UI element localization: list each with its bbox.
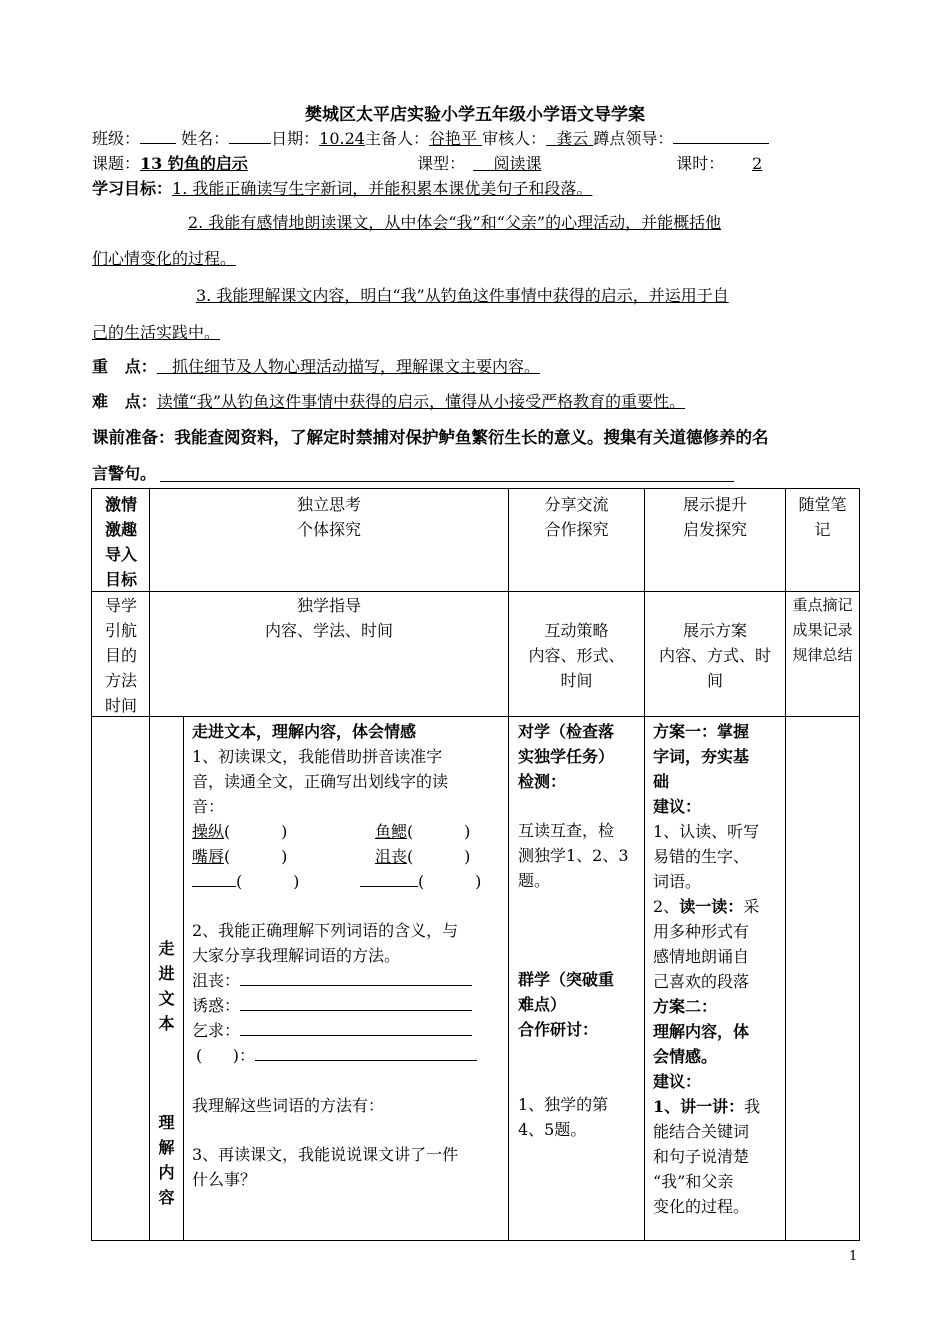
name-blank[interactable] xyxy=(229,127,271,144)
word-1: 操纵( ) xyxy=(192,822,288,841)
word-5[interactable]: ( ) xyxy=(192,869,299,894)
plan-1-b: 字词，夯实基 xyxy=(653,747,750,766)
leader-label: 蹲点领导： xyxy=(593,129,674,148)
lesson-line xyxy=(92,151,790,174)
group-task-b: 4、5题。 xyxy=(518,1120,587,1139)
header-col-4: 展示提升 启发探究 xyxy=(682,495,747,539)
plan-1-c: 础 xyxy=(653,772,670,791)
q2-line-a: 2、我能正确理解下列词语的含义，与 xyxy=(192,921,459,940)
method-line: 我理解这些词语的方法有： xyxy=(192,1096,385,1115)
guide-col-4: 展示方案 内容、方式、时 间 xyxy=(658,621,771,690)
type-value: 阅读课 xyxy=(493,154,542,173)
hours-label: 课时： xyxy=(676,154,725,173)
def-4[interactable]: ( )： xyxy=(196,1043,477,1068)
suggest-3: 建议： xyxy=(653,1072,702,1091)
plan-2-b: 理解内容，体 xyxy=(653,1022,750,1041)
suggest-1-c: 词语。 xyxy=(653,872,702,891)
key-value: 抓住细节及人物心理活动描写，理解课文主要内容。 xyxy=(171,357,540,376)
header-col-3: 分享交流 合作探究 xyxy=(544,495,609,539)
leader-blank[interactable] xyxy=(673,127,769,144)
suggest-3-a: 1、讲一讲：我 xyxy=(653,1097,761,1116)
suggest-3-b: 能结合关键词 xyxy=(653,1122,750,1141)
word-6[interactable]: ( ) xyxy=(360,869,481,894)
group-study-b: 难点） xyxy=(518,995,567,1014)
goal-2a: 2. 我能有感情地朗读课文，从中体会“我”和“父亲”的心理活动，并能概括他 xyxy=(188,213,722,232)
class-blank[interactable] xyxy=(140,127,176,144)
goal-3a: 3. 我能理解课文内容，明白“我”从钓鱼这件事情中获得的启示，并运用于自 xyxy=(196,286,729,305)
pair-study-b: 实独学任务） xyxy=(518,747,615,766)
prep-line-2: 言警句。 xyxy=(92,464,157,483)
q3-line-a: 3、再读课文，我能说说课文讲了一件 xyxy=(192,1145,459,1164)
pair-check-a: 互读互查，检 xyxy=(518,821,615,840)
topic-label: 课题： xyxy=(92,154,141,173)
class-label: 班级： xyxy=(92,129,141,148)
word-4: 沮丧( ) xyxy=(375,847,471,866)
goal-3b: 己的生活实践中。 xyxy=(92,323,221,342)
guide-col-2: 独学指导 内容、学法、时间 xyxy=(264,596,393,640)
hours-value: 2 xyxy=(752,154,763,173)
suggest-3-c: 和句子说清楚 xyxy=(653,1147,750,1166)
suggest-2-c: 感情地朗诵自 xyxy=(653,947,750,966)
prep-line-1: 课前准备：我能查阅资料，了解定时禁捕对保护鲈鱼繁衍生长的意义。搜集有关道德修养的名 xyxy=(92,428,769,447)
main-heading: 走进文本，理解内容，体会情感 xyxy=(192,722,417,741)
name-label: 姓名： xyxy=(181,129,230,148)
date-value: 10.24 xyxy=(319,129,365,148)
word-2: 鱼鳃( ) xyxy=(375,822,471,841)
suggest-2-a: 2、读一读：采 xyxy=(653,897,760,916)
goals-line-1 xyxy=(92,176,592,199)
header-col-5: 随堂笔 记 xyxy=(798,495,847,539)
page-number: 1 xyxy=(849,1249,858,1264)
q3-line-b: 什么事？ xyxy=(192,1170,257,1189)
difficulty-line xyxy=(92,389,685,412)
reviewer-value: 龚云 xyxy=(556,129,589,148)
reviewer-label: 审核人： xyxy=(482,129,547,148)
prep-underline xyxy=(160,481,734,482)
key-line xyxy=(92,354,540,377)
guide-col-3: 互动策略 内容、形式、 时间 xyxy=(528,621,625,690)
plan-1-a: 方案一：掌握 xyxy=(653,722,750,741)
topic-value: 13 钓鱼的启示 xyxy=(140,154,248,173)
goals-label: 学习目标： xyxy=(92,179,173,198)
side-label-b: 理 解 内 容 xyxy=(158,1113,175,1207)
header-col-2: 独立思考 个体探究 xyxy=(296,495,361,539)
suggest-3-d: “我”和父亲 xyxy=(653,1172,734,1191)
plan-2-a: 方案二： xyxy=(653,997,718,1016)
guide-col-1: 导学 引航 目的 方法 时间 xyxy=(104,596,137,715)
info-line xyxy=(92,126,769,149)
plan-2-c: 会情感。 xyxy=(653,1047,718,1066)
prep-label: 主备人： xyxy=(364,129,429,148)
pair-check-b: 测独学1、2、3 xyxy=(518,846,629,865)
word-3: 嘴唇( ) xyxy=(192,847,288,866)
suggest-1-a: 1、认读、听写 xyxy=(653,822,760,841)
difficulty-value: 读懂“我”从钓鱼这件事情中获得的启示，懂得从小接受严格教育的重要性。 xyxy=(156,392,686,411)
def-1[interactable]: 沮丧： xyxy=(192,968,472,993)
pair-check-c: 题。 xyxy=(518,871,551,890)
suggest-2-b: 用多种形式有 xyxy=(653,922,750,941)
suggest-1-b: 易错的生字、 xyxy=(653,847,750,866)
suggest-2-d: 己喜欢的段落 xyxy=(653,972,750,991)
suggest-1: 建议： xyxy=(653,797,702,816)
suggest-3-e: 变化的过程。 xyxy=(653,1197,750,1216)
q1-line-c: 音： xyxy=(192,797,225,816)
def-3[interactable]: 乞求： xyxy=(192,1018,472,1043)
goal-1: 1. 我能正确读写生字新词，并能积累本课优美句子和段落。 xyxy=(172,179,593,198)
pair-study-a: 对学（检查落 xyxy=(518,722,615,741)
difficulty-label: 难 点： xyxy=(92,392,157,411)
pair-study-c: 检测： xyxy=(518,772,567,791)
date-label: 日期： xyxy=(271,129,320,148)
prep-value: 谷艳平 xyxy=(428,129,477,148)
q2-line-b: 大家分享我理解词语的方法。 xyxy=(192,946,401,965)
header-col-1: 激情 激趣 导入 目标 xyxy=(104,495,137,589)
key-label: 重 点： xyxy=(92,357,157,376)
goal-2b: 们心情变化的过程。 xyxy=(92,249,237,268)
q1-line-b: 音，读通全文，正确写出划线字的读 xyxy=(192,772,449,791)
q1-line-a: 1、初读课文，我能借助拼音读准字 xyxy=(192,747,443,766)
def-2[interactable]: 诱惑： xyxy=(192,993,472,1018)
page-title: 樊城区太平店实验小学五年级小学语文导学案 xyxy=(305,105,645,125)
side-label-a: 走 进 文 本 xyxy=(158,939,175,1033)
group-task-a: 1、独学的第 xyxy=(518,1095,609,1114)
group-study-a: 群学（突破重 xyxy=(518,970,615,989)
guide-col-5: 重点摘记 成果记录 规律总结 xyxy=(792,596,853,664)
group-study-c: 合作研讨： xyxy=(518,1020,599,1039)
type-label: 课型： xyxy=(417,154,466,173)
